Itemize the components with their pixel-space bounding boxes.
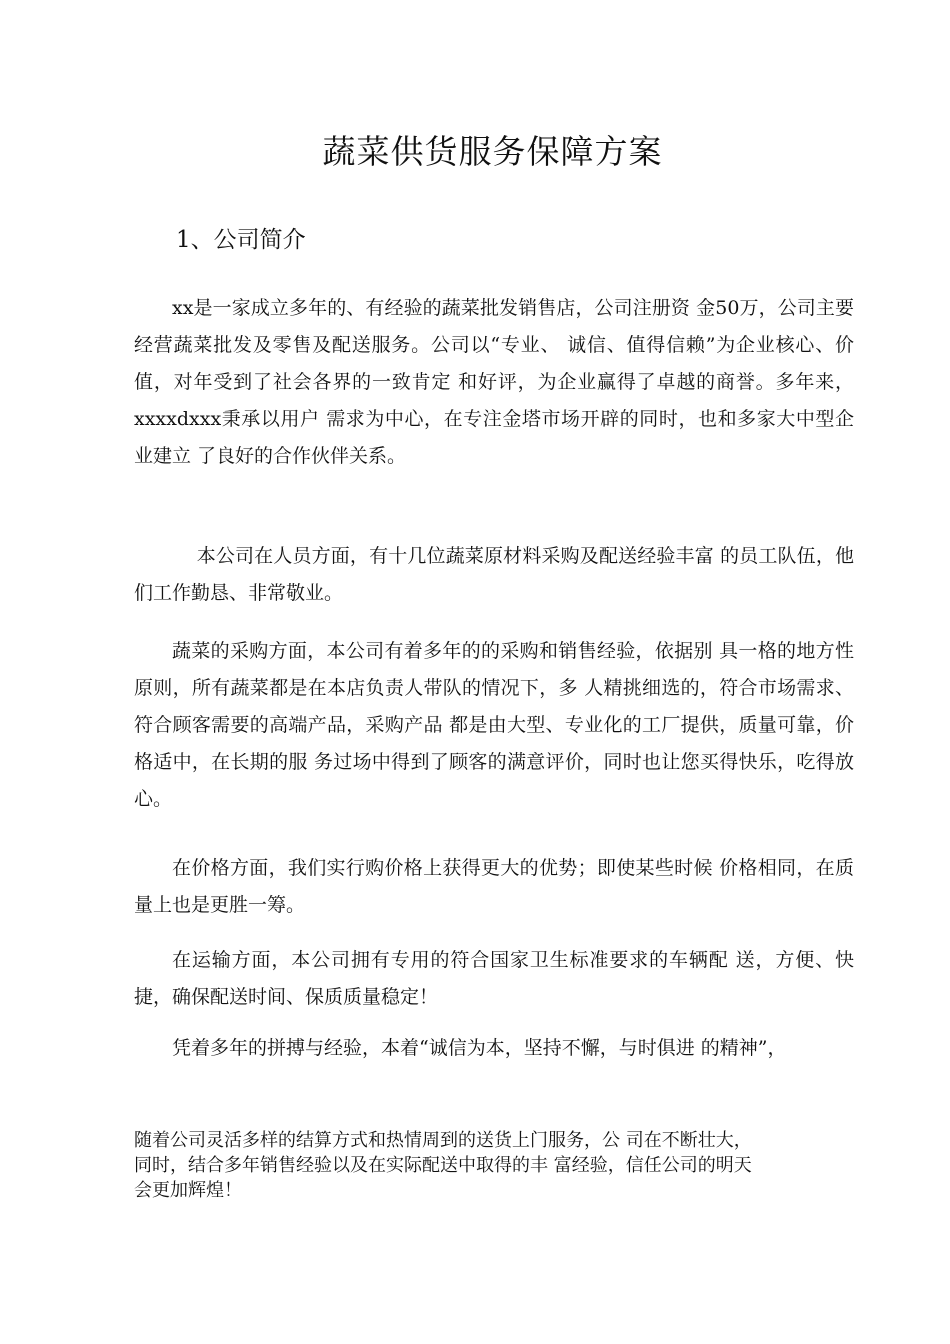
closing-line: 随着公司灵活多样的结算方式和热情周到的送货上门服务，公 司在不断壮大， — [134, 1130, 752, 1151]
page-title: 蔬菜供货服务保障方案 — [322, 132, 663, 171]
closing-line: 同时，结合多年销售经验以及在实际配送中取得的丰 富经验，信任公司的明天 — [134, 1155, 752, 1176]
paragraph-staff: 本公司在人员方面，有十几位蔬菜原材料采购及配送经验丰富 的员工队伍，他们工作勤恳、非常敬业。 — [134, 545, 854, 604]
paragraph-pricing: 在价格方面，我们实行购价格上获得更大的优势；即使某些时候 价格相同，在质量上也是更胜一筹。 — [134, 857, 854, 916]
section-heading: 1、公司简介 — [176, 227, 306, 253]
closing-line: 会更加辉煌！ — [134, 1180, 242, 1201]
paragraph-spirit: 凭着多年的拼搏与经验，本着“诚信为本，坚持不懈，与时俱进 的精神”， — [172, 1037, 787, 1059]
paragraph-procurement: 蔬菜的采购方面，本公司有着多年的的采购和销售经验，依据别 具一格的地方性原则，所有蔬菜都是在本店负责人带队的情况下，多 人精挑细选的，符合市场需求、符合顾客需要的高端产品，采购产品 都是由大型、专业化的工厂提供，质量可靠，价格适中，在长期的服 务过场中得到了顾客的满意评价，同时也让您买得快乐，吃得放心。 — [134, 640, 854, 810]
closing-block — [134, 1128, 854, 1203]
paragraph-transport: 在运输方面，本公司拥有专用的符合国家卫生标准要求的车辆配 送，方便、快捷，确保配送时间、保质质量稳定！ — [134, 949, 854, 1008]
paragraph-company-intro: xx是一家成立多年的、有经验的蔬菜批发销售店，公司注册资 金50万，公司主要经营蔬菜批发及零售及配送服务。公司以“专业、 诚信、值得信赖”为企业核心、价值，对年受到了社会各界的一致肯定 和好评，为企业赢得了卓越的商誉。多年来，xxxxdxxx秉承以用户 需求为中心，在专注金塔市场开辟的同时，也和多家大中型企业建立 了良好的合作伙伴关系。 — [134, 297, 854, 467]
